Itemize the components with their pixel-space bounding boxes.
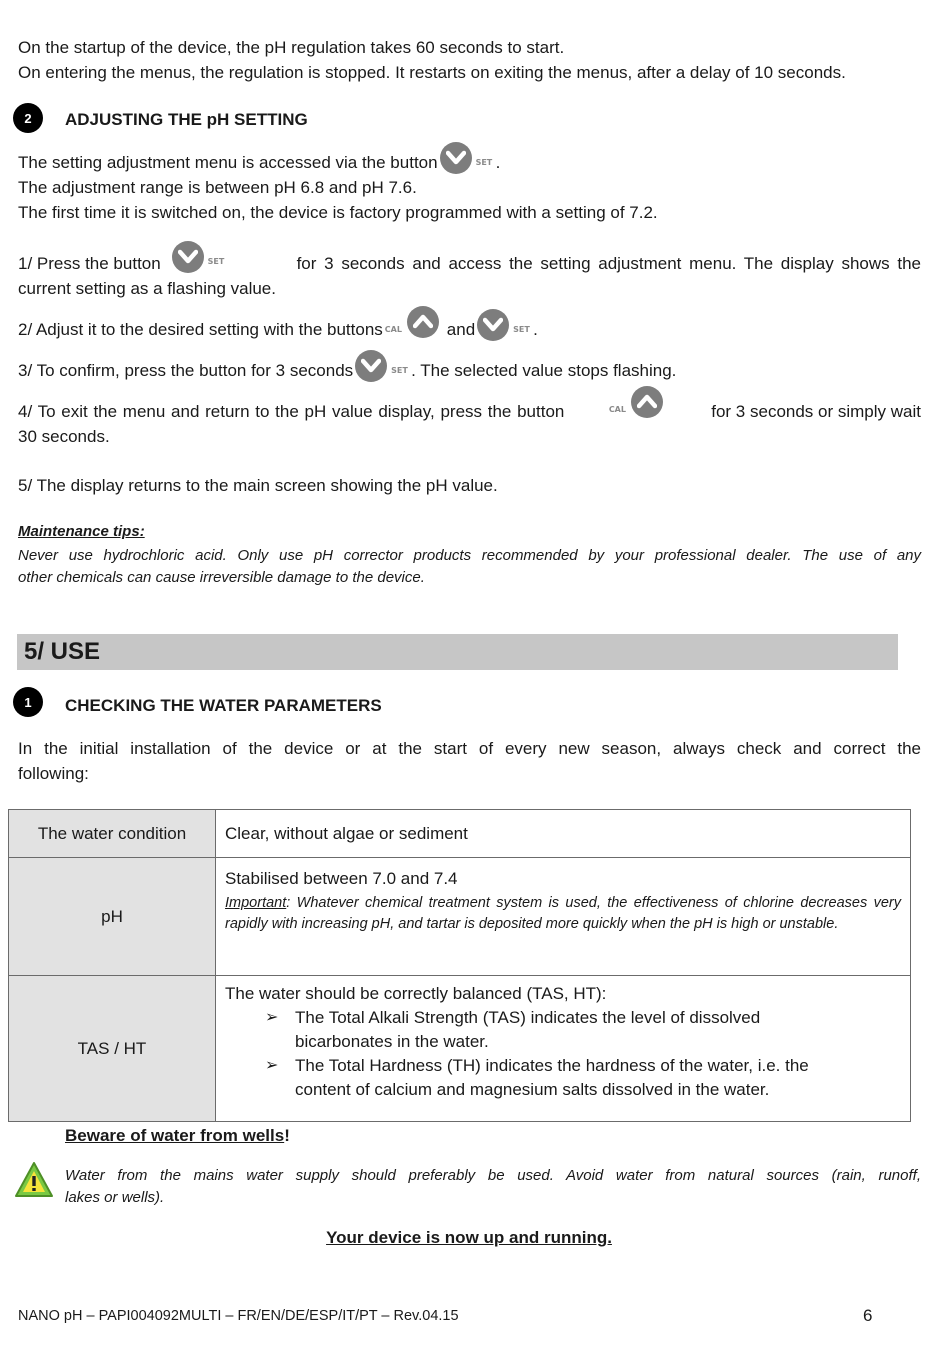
text: 3/ To confirm, press the button for 3 seconds <box>18 361 354 380</box>
text: ! <box>284 1126 290 1145</box>
text: for 3 seconds or simply wait <box>711 402 921 421</box>
section-title-ph-setting: ADJUSTING THE pH SETTING <box>65 110 308 129</box>
step-3 <box>18 358 676 384</box>
cal-button-icon <box>383 303 441 343</box>
table-value-cell <box>216 976 911 1122</box>
set-tag: SET <box>391 365 408 375</box>
table-value-cell: Clear, without algae or sediment <box>216 810 911 858</box>
set-button-icon <box>170 237 228 275</box>
text: 4/ To exit the menu and return to the pH value display, press the button <box>18 402 565 421</box>
table-row <box>9 976 911 1122</box>
set-button-icon <box>438 138 496 176</box>
set-tag: SET <box>513 324 530 334</box>
water-parameters-table <box>8 809 911 1122</box>
ph-value: Stabilised between 7.0 and 7.4 <box>225 869 458 888</box>
step-4-line-1 <box>18 399 921 424</box>
arrow-bullet-icon: ➢ <box>265 1009 279 1026</box>
set-button-icon <box>475 305 533 343</box>
step-1-line-2: current setting as a flashing value. <box>18 279 276 298</box>
ph-setting-para-3: The first time it is switched on, the device is factory programmed with a setting of 7.2. <box>18 203 658 222</box>
text: The setting adjustment menu is accessed via the button <box>18 153 438 172</box>
intro-line-2: On entering the menus, the regulation is stopped. It restarts on exiting the menus, after a delay of 10 seconds. <box>18 63 846 82</box>
subsection-title-water-parameters: CHECKING THE WATER PARAMETERS <box>65 696 382 715</box>
section-heading-use: 5/ USE <box>17 634 898 670</box>
intro-line-1: On the startup of the device, the pH regulation takes 60 seconds to start. <box>18 38 565 57</box>
page-number: 6 <box>863 1306 873 1325</box>
closing-statement: Your device is now up and running. <box>326 1228 612 1247</box>
wells-title <box>65 1126 290 1146</box>
text: 1/ Press the button <box>18 254 161 273</box>
section-number-badge: 2 <box>13 103 43 133</box>
step-4-line-2: 30 seconds. <box>18 427 110 446</box>
cal-tag: CAL <box>608 405 626 414</box>
table-row <box>9 810 911 858</box>
set-tag: SET <box>207 257 225 266</box>
maintenance-title: Maintenance tips: <box>18 523 145 540</box>
tas-ht-value: The water should be correctly balanced (TAS, HT): <box>225 984 607 1003</box>
step-2 <box>18 317 538 343</box>
ph-important-note <box>225 893 901 935</box>
warning-icon <box>14 1161 54 1204</box>
footer-document-id: NANO pH – PAPI004092MULTI – FR/EN/DE/ESP/IT/PT – Rev.04.15 <box>18 1308 459 1324</box>
text: . <box>533 320 538 339</box>
text: content of calcium and magnesium salts dissolved in the water. <box>295 1080 770 1099</box>
step-5: 5/ The display returns to the main screen showing the pH value. <box>18 476 498 495</box>
use-intro-line-2: following: <box>18 764 89 783</box>
text: The Total Hardness (TH) indicates the hardness of the water, i.e. the <box>295 1056 809 1075</box>
cal-button-icon <box>607 383 665 423</box>
use-intro-line-1: In the initial installation of the device or at the start of every new season, always check and correct the <box>18 739 921 758</box>
wells-line-1: Water from the mains water supply should preferably be used. Avoid water from natural sources (rain, runoff, <box>65 1167 921 1184</box>
note-text: : Whatever chemical treatment system is used, the effectiveness of chlorine decreases very rapidly with increasing pH, and tartar is deposited more quickly when the pH is high or unstable. <box>225 895 901 932</box>
set-tag: SET <box>475 157 493 167</box>
subsection-number-badge: 1 <box>13 687 43 717</box>
text: . <box>495 153 501 172</box>
text: . The selected value stops flashing. <box>411 361 677 380</box>
text: bicarbonates in the water. <box>295 1032 489 1051</box>
text: for 3 seconds and access the setting adjustment menu. The display shows the <box>296 254 921 273</box>
ph-setting-para-2: The adjustment range is between pH 6.8 and pH 7.6. <box>18 178 417 197</box>
list-item <box>225 1054 901 1102</box>
table-row <box>9 858 911 976</box>
table-label-cell: TAS / HT <box>9 976 216 1122</box>
maintenance-line-2: other chemicals can cause irreversible damage to the device. <box>18 569 425 586</box>
text: 2/ Adjust it to the desired setting with the buttons <box>18 320 383 339</box>
arrow-bullet-icon: ➢ <box>265 1057 279 1074</box>
table-label-cell: The water condition <box>9 810 216 858</box>
text: and <box>446 320 476 339</box>
maintenance-line-1: Never use hydrochloric acid. Only use pH corrector products recommended by your professional dealer. The use of any <box>18 547 921 564</box>
text: Beware of water from wells <box>65 1126 285 1145</box>
list-item <box>225 1006 901 1054</box>
step-1-line-1 <box>18 251 921 276</box>
wells-line-2: lakes or wells). <box>65 1189 165 1206</box>
ph-setting-para-1 <box>18 150 500 176</box>
set-button-icon <box>353 346 411 384</box>
table-label-cell: pH <box>9 858 216 976</box>
text: The Total Alkali Strength (TAS) indicates the level of dissolved <box>295 1008 761 1027</box>
cal-tag: CAL <box>384 324 402 334</box>
table-value-cell <box>216 858 911 976</box>
note-label: Important <box>225 895 287 911</box>
